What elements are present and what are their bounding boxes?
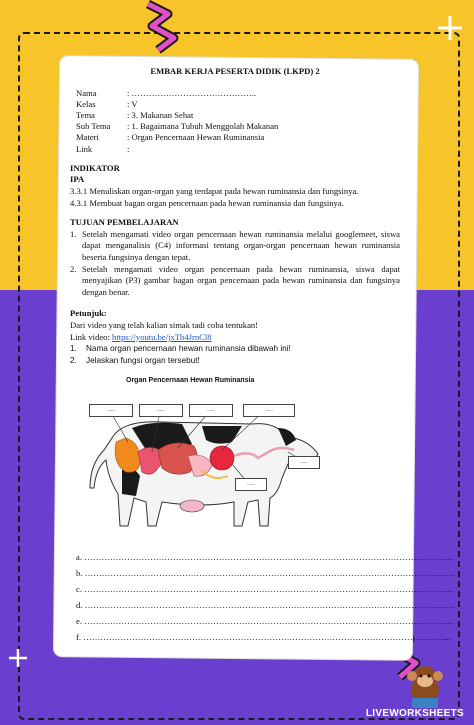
answer-label: f. (76, 632, 82, 642)
info-value: : 3. Makanan Sehat (127, 110, 194, 120)
answer-line[interactable] (76, 597, 455, 613)
info-label: Nama (76, 87, 97, 98)
answer-label: a. (76, 552, 82, 562)
answer-line[interactable] (76, 613, 454, 629)
info-row (76, 88, 281, 99)
info-value: : 1. Bagaimana Tubuh Menggolah Makanan (127, 121, 279, 132)
info-label: Link (76, 143, 93, 154)
cow-digestive-diagram (82, 398, 322, 538)
info-row (76, 99, 281, 110)
info-label: Materi (76, 132, 99, 143)
diagram-title: Organ Pencernaan Hewan Ruminansia (126, 377, 255, 384)
answer-list (76, 549, 455, 645)
item-text: Nama organ pencernaan hewan ruminansia dibawah ini! (86, 344, 291, 354)
indikator-subject: IPA (70, 174, 85, 185)
info-row (76, 110, 281, 121)
info-value: : Organ Pencernaan Hewan Ruminansia (127, 132, 265, 143)
petunjuk-text: Dari video yang telah kalian simak tadi coba tentukan! (70, 319, 259, 330)
list-item (70, 264, 400, 299)
video-link-label: Link video: (70, 331, 113, 342)
label-box-3[interactable]: ...... (189, 404, 233, 417)
video-link-line (70, 332, 400, 344)
sparkle-icon (436, 14, 464, 42)
answer-line[interactable] (76, 565, 455, 581)
item-text: Setelah mengamati video organ pencernaan pada hewan ruminansia, siswa dapat menyajikan (P3) gambar bagan organ pencernaan pada hewan ruminansia dan fungsinya dengan benar. (82, 263, 400, 297)
answer-blank: ………………………………………………………………………………………………………………… (84, 600, 455, 610)
answer-label: d. (76, 600, 83, 610)
student-info-table (76, 88, 281, 155)
info-label: Tema (76, 110, 95, 120)
info-label: Kelas (76, 98, 96, 109)
liveworksheets-logo: LIVEWORKSHEETS (365, 708, 464, 719)
tujuan-list (70, 229, 400, 299)
zigzag-decoration-top (140, 0, 200, 60)
indikator-section (70, 163, 400, 209)
info-value: : V (127, 98, 138, 109)
item-text: Jelaskan fungsi organ tersebut! (86, 355, 200, 365)
answer-blank: ………………………………………………………………………………………………………………... (83, 632, 451, 642)
petunjuk-section (70, 308, 400, 366)
info-row (76, 132, 281, 143)
answer-line[interactable] (76, 549, 454, 565)
item-number: 2. (70, 263, 77, 274)
answer-label: b. (76, 568, 83, 578)
sparkle-icon (8, 648, 28, 668)
list-item (70, 229, 400, 264)
tujuan-heading: TUJUAN PEMBELAJARAN (70, 217, 179, 228)
info-row (76, 121, 281, 132)
info-row (76, 144, 281, 155)
label-box-1[interactable]: ...... (89, 404, 133, 417)
indikator-item: 3.3.1 Menuliskan organ-organ yang terdapat pada hewan ruminansia dan fungsinya. (70, 186, 359, 196)
indikator-item: 4.3.1 Membuat bagan organ pencernaan pada hewan ruminansia dan fungsinya. (70, 197, 344, 208)
tujuan-section (70, 217, 400, 298)
item-number: 2. (70, 355, 77, 365)
petunjuk-list (70, 343, 400, 366)
label-box-2[interactable]: ...... (139, 404, 183, 417)
item-text: Setelah mengamati video organ pencernaan hewan ruminansia melalui googlemeet, siswa dapat menganalisis (C4) informasi tentang organ-organ pencernaan hewan ruminansia beserta fungsinya dengan tepat. (82, 228, 400, 262)
petunjuk-heading: Petunjuk: (70, 308, 107, 319)
list-item (70, 343, 400, 355)
item-number: 1. (70, 344, 77, 354)
answer-line[interactable] (76, 629, 451, 645)
info-value: : (127, 143, 130, 154)
label-box-5[interactable]: ...... (288, 456, 320, 469)
info-label: Sub Tema (76, 121, 111, 132)
list-item (70, 355, 400, 367)
indikator-heading: INDIKATOR (70, 162, 120, 173)
answer-blank: ………………………………………………………………………………………………………………… (84, 584, 454, 594)
answer-line[interactable] (76, 581, 454, 597)
video-link[interactable]: https://youtu.be/jxTb4JrnCl8 (112, 331, 212, 342)
monkey-mascot-icon (400, 660, 450, 712)
answer-label: c. (76, 584, 82, 594)
worksheet-title: EMBAR KERJA PESERTA DIDIK (LKPD) 2 (150, 66, 320, 76)
label-box-4[interactable]: ...... (243, 404, 295, 417)
worksheet-content (70, 64, 400, 366)
answer-blank: ………………………………………………………………………………………………………………… (84, 616, 454, 626)
answer-label: e. (76, 616, 82, 626)
info-value: : …………………………………….. (127, 87, 257, 98)
label-box-6[interactable]: ...... (235, 478, 267, 491)
answer-blank: ………………………………………………………………………………………………………………… (84, 552, 454, 562)
item-number: 1. (70, 228, 77, 239)
answer-blank: ………………………………………………………………………………………………………………… (84, 568, 455, 578)
